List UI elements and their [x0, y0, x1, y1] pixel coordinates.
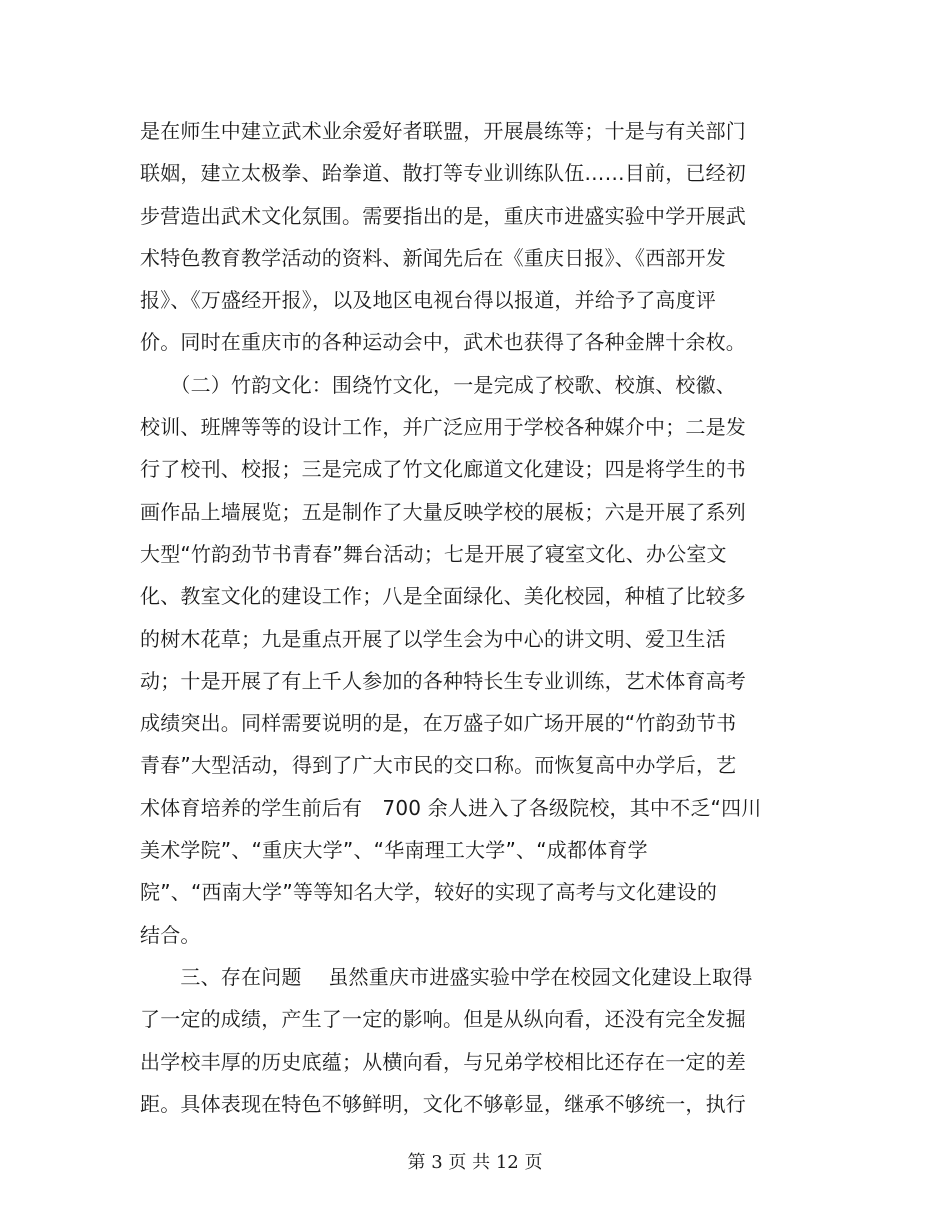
text-line-16: 青春”大型活动，得到了广大市民的交口称。而恢复高中办学后，艺	[140, 753, 737, 778]
text-line-18: 美术学院”、“重庆大学”、“华南理工大学”、“成都体育学	[140, 838, 648, 863]
text-line-22: 了一定的成绩，产生了一定的影响。但是从纵向看，还没有完全发掘	[140, 1007, 746, 1032]
text-line-21: 三、存在问题 虽然重庆市进盛实验中学在校园文化建设上取得	[140, 964, 753, 989]
text-line-4: 术特色教育教学活动的资料、新闻先后在《重庆日报》、《西部开发	[140, 245, 726, 270]
page-number-label: 第 3 页 共 12 页	[407, 1152, 543, 1173]
text-line-23: 出学校丰厚的历史底蕴；从横向看，与兄弟学校相比还存在一定的差	[140, 1049, 746, 1074]
text-line-15: 成绩突出。同样需要说明的是，在万盛子如广场开展的“竹韵劲节书	[140, 711, 737, 736]
text-line-12: 化、教室文化的建设工作；八是全面绿化、美化校园，种植了比较多	[140, 584, 746, 609]
text-line-10: 画作品上墙展览；五是制作了大量反映学校的展板；六是开展了系列	[140, 499, 746, 524]
text-line-11: 大型“竹韵劲节书青春”舞台活动；七是开展了寝室文化、办公室文	[140, 541, 727, 566]
text-line-5: 报》、《万盛经开报》，以及地区电视台得以报道，并给予了高度评	[140, 288, 716, 313]
page-footer	[0, 1148, 950, 1174]
text-line-3: 步营造出武术文化氛围。需要指出的是，重庆市进盛实验中学开展武	[140, 203, 746, 228]
text-line-24: 距。具体表现在特色不够鲜明，文化不够彰显，继承不够统一，执行	[140, 1091, 746, 1116]
text-line-17: 术体育培养的学生前后有 700 余人进入了各级院校，其中不乏“四川	[140, 795, 762, 820]
text-line-9: 行了校刊、校报；三是完成了竹文化廊道文化建设；四是将学生的书	[140, 457, 746, 482]
text-line-19: 院”、“西南大学”等等知名大学，较好的实现了高考与文化建设的	[140, 880, 718, 905]
text-line-7: （二）竹韵文化：围绕竹文化，一是完成了校歌、校旗、校徽、	[140, 372, 736, 397]
text-line-14: 动；十是开展了有上千人参加的各种特长生专业训练，艺术体育高考	[140, 668, 746, 693]
text-line-6: 价。同时在重庆市的各种运动会中，武术也获得了各种金牌十余枚。	[140, 330, 746, 355]
document-body	[140, 110, 780, 1125]
text-line-2: 联姻，建立太极拳、跆拳道、散打等专业训练队伍……目前，已经初	[140, 161, 746, 186]
text-line-8: 校训、班牌等等的设计工作，并广泛应用于学校各种媒介中；二是发	[140, 415, 746, 440]
text-line-1: 是在师生中建立武术业余爱好者联盟，开展晨练等；十是与有关部门	[140, 119, 746, 143]
text-line-13: 的树木花草；九是重点开展了以学生会为中心的讲文明、爱卫生活	[140, 626, 726, 651]
text-line-20: 结合。	[140, 922, 201, 947]
